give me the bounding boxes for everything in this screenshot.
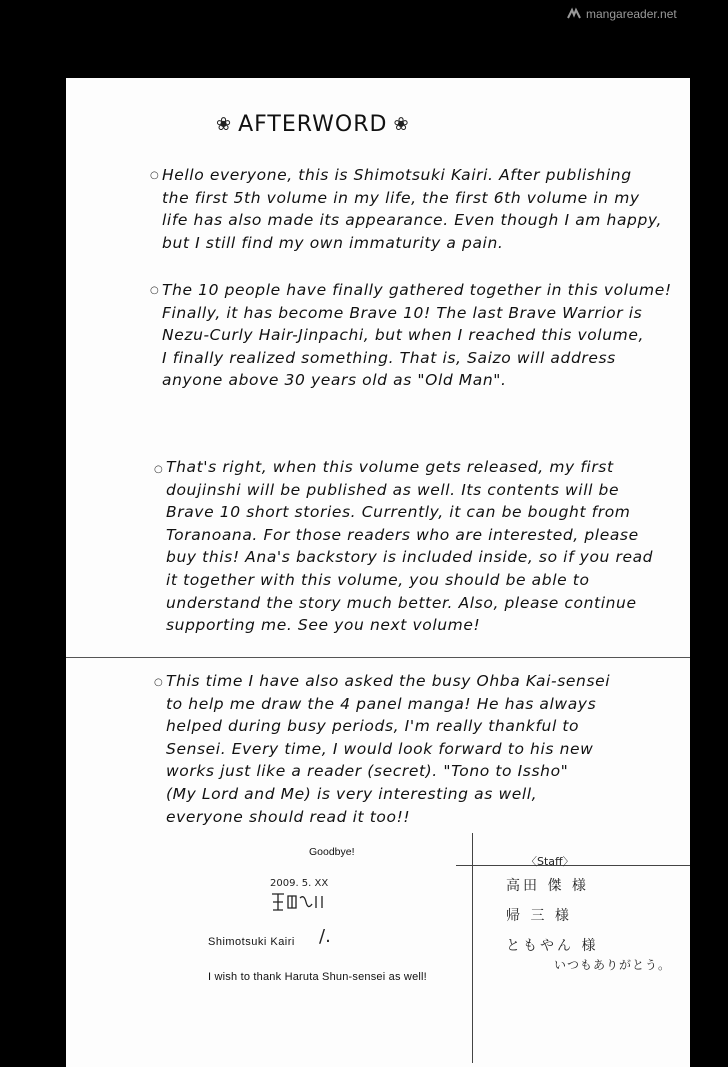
text-line: but I still find my own immaturity a pain. [162,233,504,252]
staff-header: 〈Staff〉 [526,855,574,868]
text-line: Hello everyone, this is Shimotsuki Kairi. After publishing [162,166,632,184]
date-text: 2009. 5. XX [270,878,329,889]
text-line: helped during busy periods, I'm really thankful to [166,717,580,736]
swirl-right-icon: ❀ [393,114,410,135]
staff-thanks: いつもありがとう。 [554,958,672,972]
text-line: That's right, when this volume gets released, my first [166,458,614,476]
watermark [566,6,677,22]
text-line: Brave 10 short stories. Currently, it can be bought from [166,503,631,522]
paragraph-1 [162,164,662,254]
text-line: Finally, it has become Brave 10! The last Brave Warrior is [162,303,643,322]
signature-icon [270,890,328,914]
bullet-icon: ○ [154,464,163,475]
afterword-title [216,112,410,137]
paragraph-3 [166,456,653,637]
staff-box-border [472,833,473,1063]
text-line: everyone should read it too!! [166,807,411,826]
paragraph-2 [162,279,672,392]
text-line: anyone above 30 years old as "Old Man". [162,371,507,390]
text-line: it together with this volume, you should be able to [166,570,590,589]
text-line: Sensei. Every time, I would look forward to his new [166,739,594,758]
text-line: I finally realized something. That is, Saizo will address [162,348,616,367]
goodbye-text: Goodbye! [309,846,355,858]
text-line: life has also made its appearance. Even though I am happy, [162,211,663,230]
text-line: works just like a reader (secret). "Tono to Issho" [166,762,569,781]
divider-line [66,657,690,658]
bullet-icon: ○ [150,170,159,181]
text-line: understand the story much better. Also, please continue [166,593,637,612]
thanks-text: I wish to thank Haruta Shun-sensei as well! [208,971,427,983]
paragraph-4 [166,670,610,828]
bullet-icon: ○ [150,285,159,296]
text-line: Toranoana. For those readers who are interested, please [166,525,639,544]
text-line: (My Lord and Me) is very interesting as well, [166,784,538,803]
staff-name: 帰 三 様 [506,908,572,924]
bullet-icon: ○ [154,677,163,688]
text-line: Nezu-Curly Hair-Jinpachi, but when I reached this volume, [162,326,644,345]
author-name: Shimotsuki Kairi [208,936,295,948]
afterword-page [66,78,690,1067]
text-line: buy this! Ana's backstory is included inside, so if you read [166,548,654,567]
watermark-text: mangareader.net [586,7,677,21]
signature-slash-icon: /. [319,926,331,947]
text-line: to help me draw the 4 panel manga! He has always [166,694,597,713]
staff-name: ともやん 様 [506,938,599,954]
watermark-logo-icon [566,6,582,22]
text-line: supporting me. See you next volume! [166,616,481,635]
text-line: doujinshi will be published as well. Its contents will be [166,480,620,499]
staff-name: 高田 傑 様 [506,878,589,894]
text-line: the first 5th volume in my life, the first 6th volume in my [162,188,640,207]
swirl-left-icon: ❀ [216,114,233,135]
text-line: This time I have also asked the busy Ohba Kai-sensei [166,672,611,690]
title-text: AFTERWORD [238,112,388,137]
text-line: The 10 people have finally gathered together in this volume! [162,281,672,299]
